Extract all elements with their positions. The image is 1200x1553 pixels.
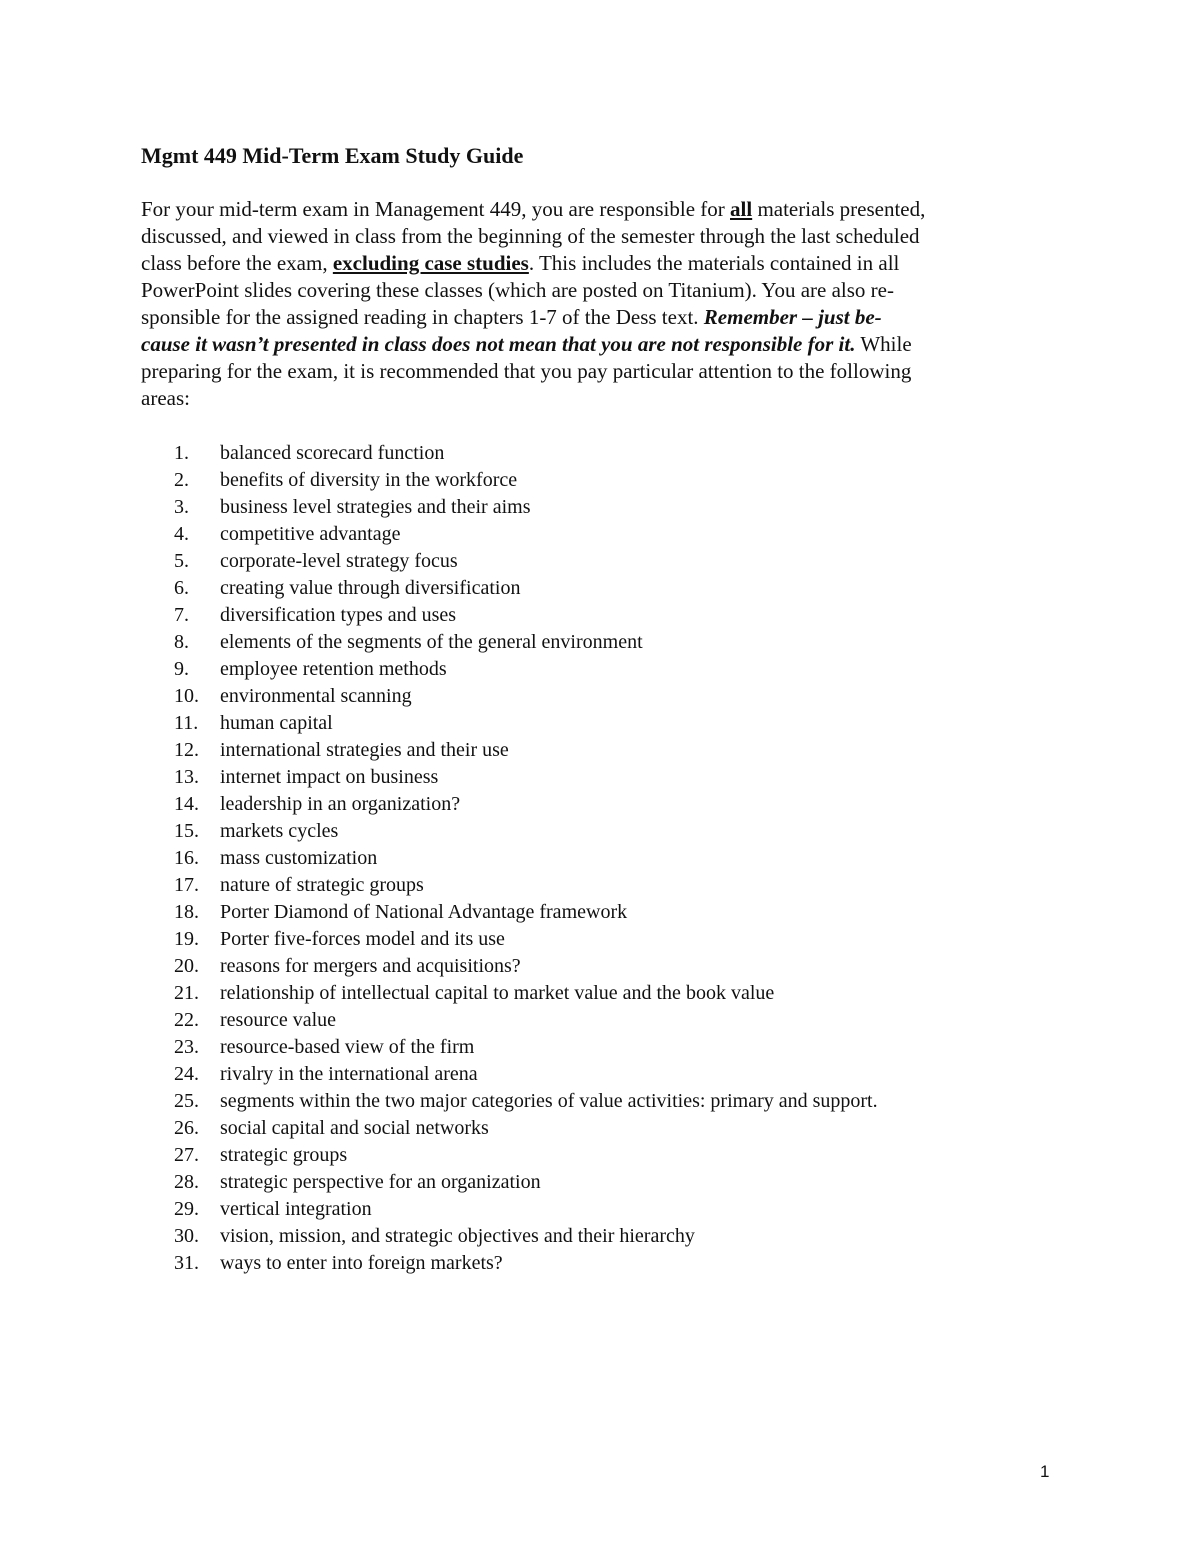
list-item: [174, 818, 878, 845]
list-number: 8.: [174, 631, 189, 653]
list-number: 2.: [174, 469, 189, 491]
list-item: [174, 845, 878, 872]
list-text: vision, mission, and strategic objectives and their hierarchy: [220, 1225, 695, 1247]
list-number: 22.: [174, 1009, 199, 1031]
list-text: mass customization: [220, 847, 378, 869]
list-item: [174, 629, 878, 656]
list-number: 18.: [174, 901, 199, 923]
list-number: 25.: [174, 1090, 199, 1112]
list-item: [174, 1088, 878, 1115]
list-item: [174, 980, 878, 1007]
list-text: international strategies and their use: [220, 739, 509, 761]
list-text: nature of strategic groups: [220, 874, 424, 896]
list-item: [174, 1196, 878, 1223]
list-item: [174, 1223, 878, 1250]
list-item: [174, 521, 878, 548]
list-number: 5.: [174, 550, 189, 572]
list-item: [174, 1061, 878, 1088]
list-item: [174, 467, 878, 494]
list-item: [174, 953, 878, 980]
list-item: [174, 683, 878, 710]
list-number: 27.: [174, 1144, 199, 1166]
intro-text: For your mid-term exam in Management 449, you are responsible for: [141, 197, 731, 221]
list-text: business level strategies and their aims: [220, 496, 531, 518]
emphasis-remember: cause it wasn’t presented in class does not mean that you are not responsible for it.: [141, 332, 856, 356]
list-number: 29.: [174, 1198, 199, 1220]
list-item: [174, 1169, 878, 1196]
list-number: 13.: [174, 766, 199, 788]
intro-text: sponsible for the assigned reading in chapters 1-7 of the Dess text.: [141, 305, 704, 329]
list-text: internet impact on business: [220, 766, 439, 788]
list-number: 23.: [174, 1036, 199, 1058]
list-text: human capital: [220, 712, 333, 734]
list-item: [174, 656, 878, 683]
intro-text: . This includes the materials contained in all: [528, 251, 900, 275]
list-item: [174, 1034, 878, 1061]
list-text: social capital and social networks: [220, 1117, 489, 1139]
list-text: competitive advantage: [220, 523, 401, 545]
list-text: employee retention methods: [220, 658, 447, 680]
list-text: vertical integration: [220, 1198, 372, 1220]
list-text: environmental scanning: [220, 685, 412, 707]
list-text: diversification types and uses: [220, 604, 457, 626]
list-text: resource value: [220, 1009, 337, 1031]
list-item: [174, 1250, 878, 1277]
list-text: creating value through diversification: [220, 577, 521, 599]
intro-line: PowerPoint slides covering these classes (which are posted on Titanium). You are also re-: [141, 278, 894, 302]
list-item: [174, 791, 878, 818]
intro-text: While: [855, 332, 912, 356]
list-text: markets cycles: [220, 820, 339, 842]
emphasis-excluding-case-studies: excluding case studies: [332, 251, 529, 275]
intro-line: discussed, and viewed in class from the beginning of the semester through the last scheduled: [141, 224, 920, 248]
page-title: Mgmt 449 Mid-Term Exam Study Guide: [141, 143, 524, 168]
intro-line: preparing for the exam, it is recommended that you pay particular attention to the following: [141, 359, 912, 383]
list-item: [174, 575, 878, 602]
list-text: balanced scorecard function: [220, 442, 445, 464]
list-number: 9.: [174, 658, 189, 680]
list-number: 3.: [174, 496, 189, 518]
list-item: [174, 440, 878, 467]
list-text: Porter five-forces model and its use: [220, 928, 505, 950]
list-item: [174, 926, 878, 953]
intro-line: [141, 196, 1041, 223]
list-text: leadership in an organization?: [220, 793, 461, 815]
list-item: [174, 737, 878, 764]
list-number: 15.: [174, 820, 199, 842]
topic-list: [174, 440, 878, 1277]
list-text: strategic perspective for an organization: [220, 1171, 541, 1193]
list-text: rivalry in the international arena: [220, 1063, 478, 1085]
list-number: 11.: [174, 712, 199, 734]
list-item: [174, 764, 878, 791]
list-text: segments within the two major categories of value activities: primary and support.: [220, 1090, 878, 1112]
list-text: elements of the segments of the general environment: [220, 631, 643, 653]
list-item: [174, 548, 878, 575]
intro-line: [141, 250, 1041, 277]
list-item: [174, 1007, 878, 1034]
intro-line: areas:: [141, 386, 190, 410]
list-number: 19.: [174, 928, 199, 950]
list-text: relationship of intellectual capital to market value and the book value: [220, 982, 775, 1004]
list-number: 30.: [174, 1225, 199, 1247]
list-item: [174, 1115, 878, 1142]
emphasis-remember: Remember – just be-: [703, 305, 882, 329]
list-item: [174, 1142, 878, 1169]
intro-text: class before the exam,: [141, 251, 333, 275]
list-item: [174, 899, 878, 926]
list-item: [174, 872, 878, 899]
list-number: 4.: [174, 523, 189, 545]
list-text: corporate-level strategy focus: [220, 550, 458, 572]
list-number: 10.: [174, 685, 199, 707]
intro-line: [141, 331, 1041, 358]
list-number: 6.: [174, 577, 189, 599]
list-number: 31.: [174, 1252, 199, 1274]
page-number: 1: [1040, 1462, 1050, 1481]
list-text: benefits of diversity in the workforce: [220, 469, 518, 491]
list-item: [174, 710, 878, 737]
list-number: 14.: [174, 793, 199, 815]
intro-text: materials presented,: [752, 197, 926, 221]
intro-paragraph: [141, 196, 1041, 412]
list-number: 12.: [174, 739, 199, 761]
list-text: Porter Diamond of National Advantage framework: [220, 901, 628, 923]
list-number: 7.: [174, 604, 189, 626]
list-number: 24.: [174, 1063, 199, 1085]
list-item: [174, 602, 878, 629]
intro-line: [141, 304, 1041, 331]
list-number: 17.: [174, 874, 199, 896]
list-number: 1.: [174, 442, 189, 464]
list-number: 21.: [174, 982, 199, 1004]
list-number: 16.: [174, 847, 199, 869]
list-text: strategic groups: [220, 1144, 348, 1166]
list-number: 26.: [174, 1117, 199, 1139]
emphasis-all: all: [730, 197, 753, 221]
list-text: ways to enter into foreign markets?: [220, 1252, 503, 1274]
list-item: [174, 494, 878, 521]
list-text: resource-based view of the firm: [220, 1036, 475, 1058]
list-number: 20.: [174, 955, 199, 977]
list-number: 28.: [174, 1171, 199, 1193]
list-text: reasons for mergers and acquisitions?: [220, 955, 521, 977]
